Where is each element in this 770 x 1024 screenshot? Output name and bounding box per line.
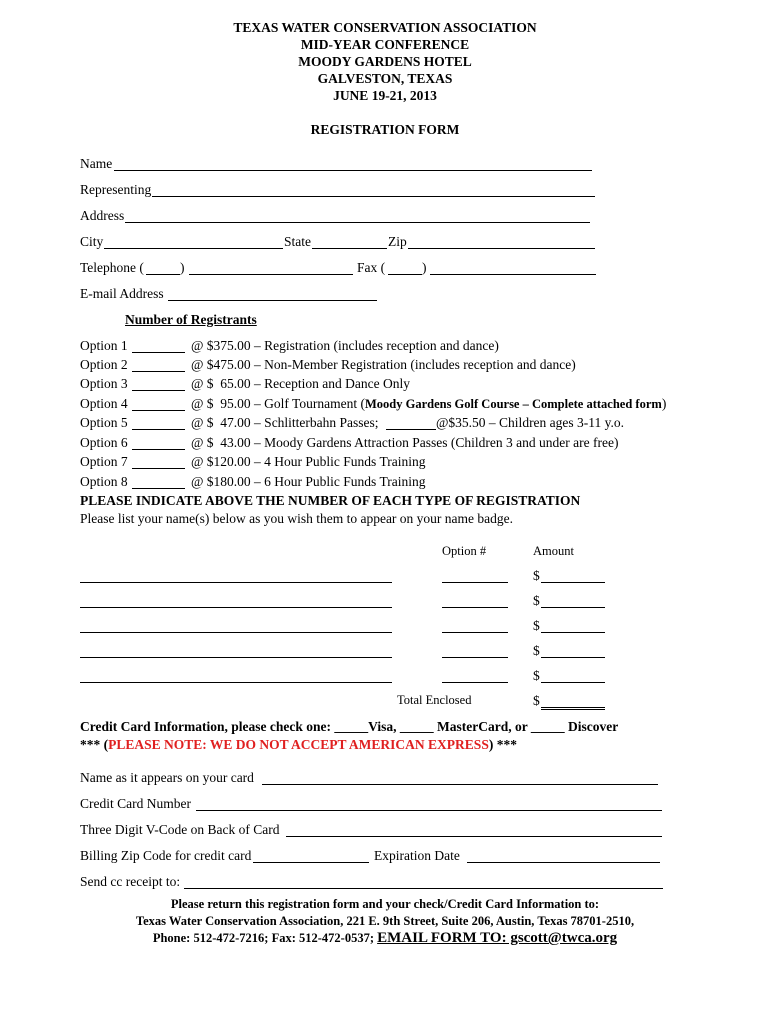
amex-note-suffix: ) *** [488,737,517,752]
option-1-desc: @ $375.00 – Registration (includes reception and dance) [191,338,499,353]
fax-close: ) [422,260,427,275]
option-8-qty[interactable] [132,474,185,489]
name-on-card-label: Name as it appears on your card [80,770,254,785]
option-5-children-qty[interactable] [386,415,436,430]
option-6-desc: @ $ 43.00 – Moody Gardens Attraction Passes (Children 3 and under are free) [191,435,619,450]
registration-instruction: PLEASE INDICATE ABOVE THE NUMBER OF EACH TYPE OF REGISTRATION [80,493,581,508]
phone-fax: Phone: 512-472-7216; Fax: 512-472-0537; [152,931,378,945]
option-2-qty[interactable] [132,357,185,372]
option-5-children-desc: @$35.50 – Children ages 3-11 y.o. [436,415,625,430]
option-8-label: Option 8 [80,474,128,489]
visa-checkbox[interactable]: _____ [334,719,369,734]
option-number-header: Option # [442,544,487,558]
badge-name-field-5[interactable] [80,668,392,683]
mastercard-checkbox[interactable]: _____ [399,719,434,734]
dates: JUNE 19-21, 2013 [333,88,437,103]
conference-title: MID-YEAR CONFERENCE [300,37,470,52]
contact-line [0,930,770,947]
city-label: City [80,234,104,249]
option-4-tail: ) [661,396,667,411]
fax-area-field[interactable] [388,260,422,275]
discover-label: Discover [564,719,619,734]
total-enclosed-label: Total Enclosed [397,693,472,707]
badge-option-field-5[interactable] [442,668,508,683]
badge-amount-field-4[interactable] [541,643,605,658]
expiration-field[interactable] [467,848,660,863]
option-6-label: Option 6 [80,435,128,450]
amex-note-prefix: *** ( [80,737,109,752]
dollar-sign: $ [533,643,540,658]
badge-option-field-2[interactable] [442,593,508,608]
expiration-label: Expiration Date [374,848,460,863]
return-address: Texas Water Conservation Association, 221 E. 9th Street, Suite 206, Austin, Texas 78701-2510, [135,914,635,928]
state-label: State [284,234,311,249]
option-5-label: Option 5 [80,415,128,430]
badge-amount-field-3[interactable] [541,618,605,633]
option-3-label: Option 3 [80,376,128,391]
amount-header: Amount [533,544,574,558]
vcode-label: Three Digit V-Code on Back of Card [80,822,280,837]
badge-name-field-3[interactable] [80,618,392,633]
option-3-desc: @ $ 65.00 – Reception and Dance Only [191,376,411,391]
option-1-label: Option 1 [80,338,128,353]
address-field[interactable] [125,208,590,223]
receipt-field[interactable] [184,874,663,889]
badge-name-field-2[interactable] [80,593,392,608]
state-field[interactable] [312,234,387,249]
option-2-desc: @ $475.00 – Non-Member Registration (includes reception and dance) [191,357,576,372]
option-7-desc: @ $120.00 – 4 Hour Public Funds Training [191,454,426,469]
zip-label: Zip [388,234,407,249]
return-instructions: Please return this registration form and your check/Credit Card Information to: [170,897,600,911]
telephone-field[interactable] [189,260,353,275]
credit-card-heading-text: Credit Card Information, please check one: [80,719,335,734]
option-8-desc: @ $180.00 – 6 Hour Public Funds Training [191,474,426,489]
registrants-heading: Number of Registrants [125,312,257,327]
badge-amount-field-1[interactable] [541,568,605,583]
total-amount-field[interactable] [541,693,605,710]
badge-note: Please list your name(s) below as you wish them to appear on your name badge. [80,511,514,526]
name-label: Name [80,156,113,171]
amex-note [80,737,517,753]
card-number-label: Credit Card Number [80,796,191,811]
option-4-desc [191,396,666,412]
dollar-sign: $ [533,618,540,633]
option-7-label: Option 7 [80,454,128,469]
receipt-label: Send cc receipt to: [80,874,181,889]
fax-label: Fax ( [357,260,386,275]
option-4-golf-note: Moody Gardens Golf Course – Complete attached form [364,397,662,411]
name-on-card-field[interactable] [262,770,658,785]
form-title: REGISTRATION FORM [310,122,460,137]
badge-name-field-4[interactable] [80,643,392,658]
telephone-label: Telephone ( [80,260,144,275]
option-5-qty[interactable] [132,415,185,430]
badge-amount-field-5[interactable] [541,668,605,683]
billing-zip-label: Billing Zip Code for credit card [80,848,252,863]
badge-amount-field-2[interactable] [541,593,605,608]
telephone-area-field[interactable] [146,260,180,275]
badge-option-field-4[interactable] [442,643,508,658]
option-4-qty[interactable] [132,396,185,411]
org-title: TEXAS WATER CONSERVATION ASSOCIATION [233,20,537,35]
hotel-name: MOODY GARDENS HOTEL [298,54,472,69]
mastercard-label: MasterCard, or [433,719,531,734]
option-2-label: Option 2 [80,357,128,372]
email-link[interactable]: EMAIL FORM TO: gscott@twca.org [377,930,618,946]
location: GALVESTON, TEXAS [317,71,453,86]
visa-label: Visa, [368,719,400,734]
option-3-qty[interactable] [132,376,185,391]
representing-label: Representing [80,182,152,197]
option-7-qty[interactable] [132,454,185,469]
email-label: E-mail Address [80,286,164,301]
option-5-desc: @ $ 47.00 – Schlitterbahn Passes; [191,415,382,430]
city-field[interactable] [104,234,283,249]
dollar-sign: $ [533,668,540,683]
badge-option-field-3[interactable] [442,618,508,633]
zip-field[interactable] [408,234,595,249]
option-1-qty[interactable] [132,338,185,353]
dollar-sign: $ [533,568,540,583]
email-field[interactable] [168,286,377,301]
representing-field[interactable] [152,182,595,197]
dollar-sign: $ [533,693,540,708]
telephone-close: ) [180,260,185,275]
option-6-qty[interactable] [132,435,185,450]
name-field[interactable] [114,156,592,171]
billing-zip-field[interactable] [253,848,369,863]
badge-name-field-1[interactable] [80,568,392,583]
fax-field[interactable] [430,260,596,275]
vcode-field[interactable] [286,822,662,837]
amex-note-text: PLEASE NOTE: WE DO NOT ACCEPT AMERICAN EXPRESS [108,737,489,752]
dollar-sign: $ [533,593,540,608]
credit-card-heading [80,719,618,735]
option-4-price: @ $ 95.00 – Golf Tournament ( [191,396,365,411]
card-number-field[interactable] [196,796,662,811]
discover-checkbox[interactable]: _____ [530,719,565,734]
address-label: Address [80,208,125,223]
badge-option-field-1[interactable] [442,568,508,583]
option-4-label: Option 4 [80,396,128,411]
